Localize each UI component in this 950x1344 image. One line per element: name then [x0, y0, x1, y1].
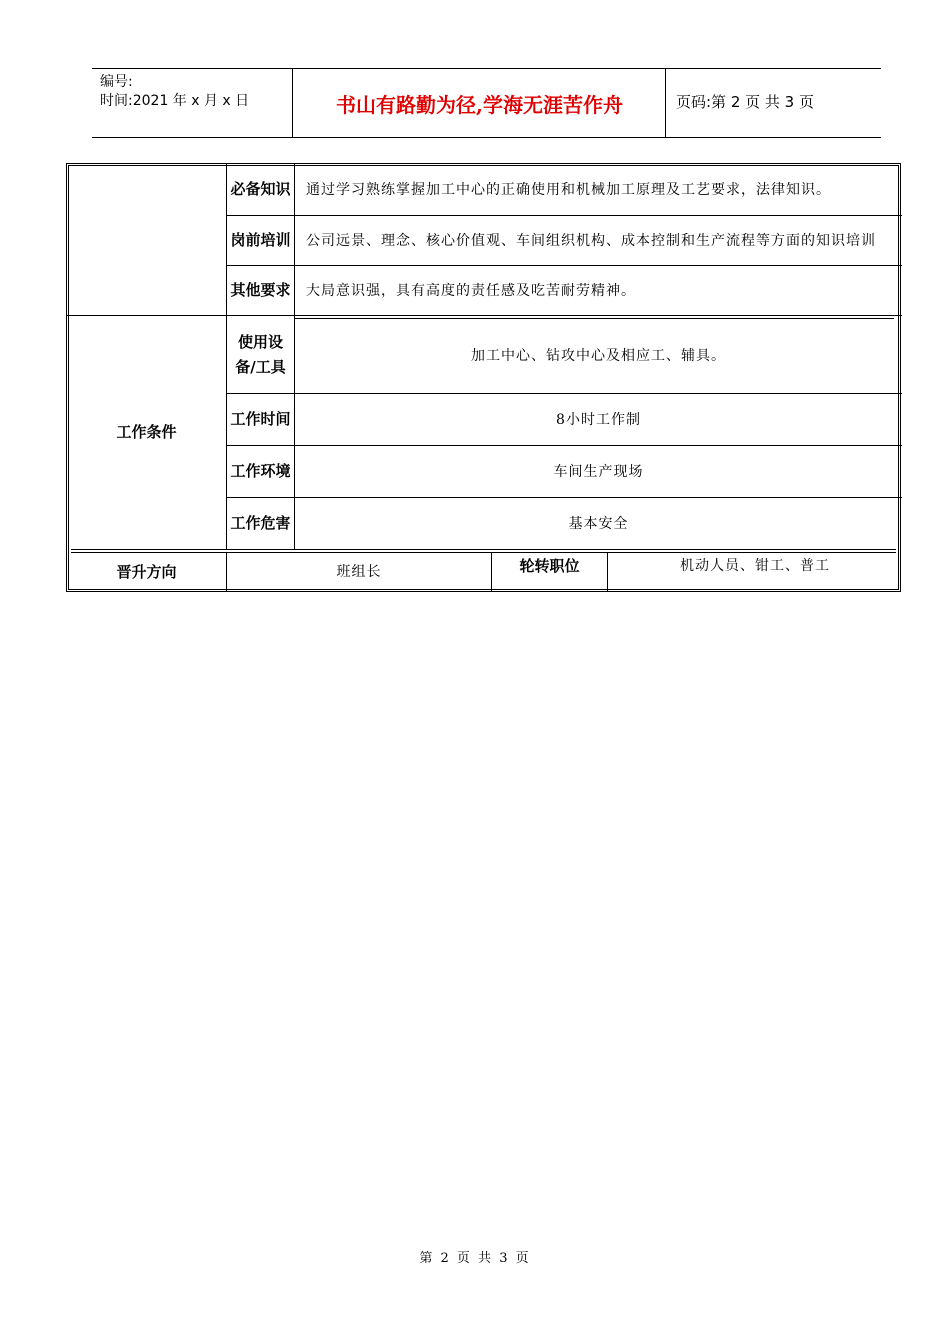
label-work-hours: 工作时间: [230, 410, 291, 428]
header-meta: [100, 73, 249, 111]
header-page-info: 页码:第 2 页 共 3 页: [676, 93, 814, 111]
grid-line: [71, 549, 896, 550]
document-time: 时间:2021 年 x 月 x 日: [100, 93, 250, 109]
label-rotation-positions: 轮转职位: [519, 556, 580, 575]
label-equipment-tools: 使用设备/工具: [235, 332, 286, 376]
header-slogan: 书山有路勤为径,学海无涯苦作舟: [336, 92, 623, 117]
value-work-hazards: 基本安全: [568, 515, 629, 532]
value-required-knowledge: 通过学习熟练掌握加工中心的正确使用和机械加工原理及工艺要求，法律知识。: [306, 181, 831, 198]
page-header: [92, 68, 881, 138]
label-pre-job-training: 岗前培训: [230, 231, 291, 249]
value-promotion-path: 班组长: [336, 564, 382, 580]
label-work-hazards: 工作危害: [230, 514, 291, 532]
value-pre-job-training: 公司远景、理念、核心价值观、车间组织机构、成本控制和生产流程等方面的知识培训: [306, 232, 876, 249]
label-required-knowledge: 必备知识: [230, 180, 291, 198]
document-number-label: 编号:: [100, 74, 133, 90]
label-other-requirements: 其他要求: [230, 281, 291, 299]
value-work-environment: 车间生产现场: [553, 463, 644, 480]
label-promotion-path: 晋升方向: [116, 562, 177, 581]
page-footer: 第 2 页 共 3 页: [419, 1251, 531, 1266]
label-work-environment: 工作环境: [230, 462, 291, 480]
value-rotation-positions: 机动人员、钳工、普工: [680, 558, 830, 574]
value-equipment-tools: 加工中心、钻攻中心及相应工、辅具。: [471, 348, 726, 364]
value-other-requirements: 大局意识强，具有高度的责任感及吃苦耐劳精神。: [306, 282, 636, 299]
value-work-hours: 8小时工作制: [556, 411, 641, 428]
job-description-table: [66, 163, 901, 592]
label-work-conditions: 工作条件: [116, 423, 177, 441]
